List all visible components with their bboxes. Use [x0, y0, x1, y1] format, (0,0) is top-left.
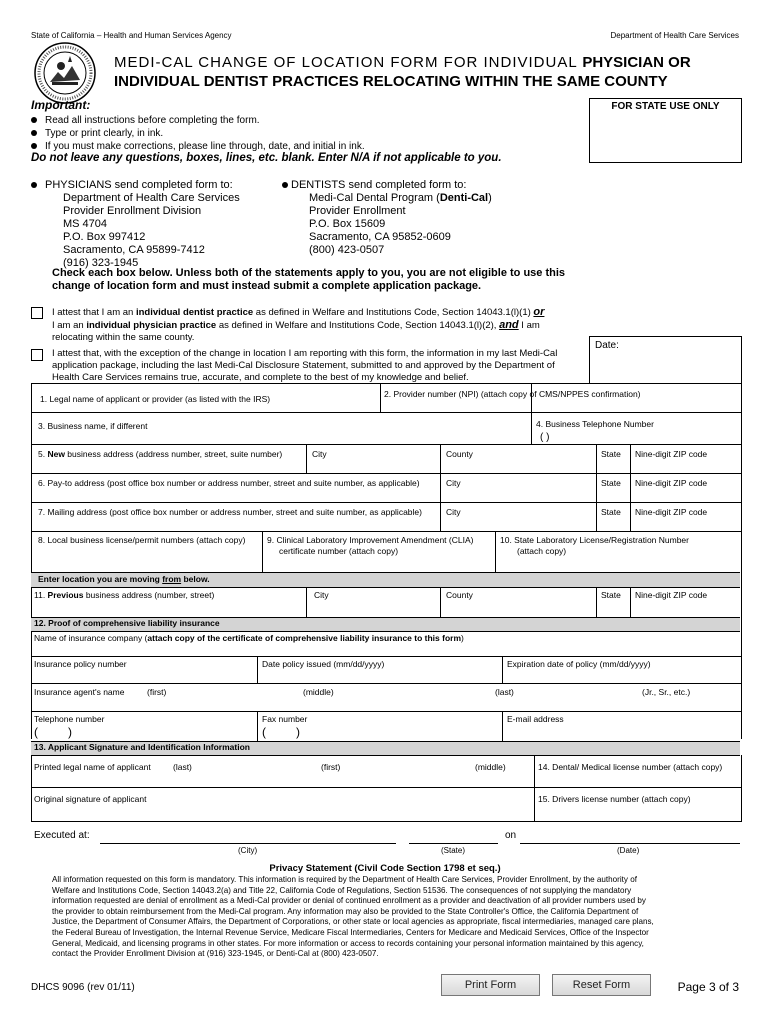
bullet-icon: [31, 182, 37, 188]
field-clia-sub: certificate number (attach copy): [279, 546, 399, 556]
field-zip: Nine-digit ZIP code: [635, 449, 708, 459]
field-last: (last): [173, 762, 192, 772]
executed-at-label: Executed at:: [34, 830, 90, 841]
address-line: Sacramento, CA 95899-7412: [63, 244, 205, 256]
attest-text: application package, including the last Medi-Cal Disclosure Statement, submitted to and approved by the Department of: [52, 360, 555, 371]
field-label: business address (address number, street, suite number): [64, 449, 283, 459]
state-use-box: [589, 98, 742, 163]
attest-information-checkbox[interactable]: [31, 349, 43, 361]
section-text-underlined: from: [162, 574, 182, 584]
field-city: City: [446, 478, 461, 488]
attest-text: I am: [518, 320, 540, 331]
title-light: MEDI-CAL CHANGE OF LOCATION FORM FOR INDIVIDUAL: [114, 54, 578, 71]
field-middle: (middle): [303, 687, 334, 697]
field-business-license: 8. Local business license/permit numbers (attach copy): [38, 535, 246, 545]
address-line: Provider Enrollment Division: [63, 205, 202, 217]
field-state: State: [601, 590, 621, 600]
field-first: (first): [321, 762, 341, 772]
field-previous-address: [34, 590, 214, 601]
date-box[interactable]: [589, 336, 742, 384]
attest-text: I am an: [52, 320, 87, 331]
field-label-bold: Previous: [47, 590, 84, 600]
denti-cal-label: Denti-Cal: [439, 192, 489, 204]
address-line: (916) 323-1945: [63, 257, 139, 269]
address-line: [309, 192, 492, 205]
important-item-text: Read all instructions before completing the form.: [45, 115, 260, 126]
field-city: City: [446, 507, 461, 517]
important-item: [31, 114, 365, 127]
city-caption: (City): [238, 846, 258, 855]
field-zip: Nine-digit ZIP code: [635, 590, 708, 600]
address-line: Provider Enrollment: [309, 205, 406, 217]
field-fax: Fax number: [262, 714, 308, 724]
field-agent-name: Insurance agent's name: [34, 687, 125, 697]
attest-text: as defined in Welfare and Institutions Code, Section 14043.1(l)(1): [253, 307, 534, 318]
attest-information-text: [52, 348, 557, 384]
field-city: City: [314, 590, 329, 600]
address-text: Medi-Cal Dental Program (: [309, 192, 440, 204]
field-label-bold: New: [47, 449, 65, 459]
field-city: City: [312, 449, 327, 459]
paren: ): [296, 725, 300, 739]
important-item-text: If you must make corrections, please line through, date, and initial in ink.: [45, 141, 365, 152]
physicians-heading: [31, 179, 240, 192]
field-telephone: Telephone number: [34, 714, 105, 724]
field-insurance-company: [34, 633, 464, 644]
important-heading: Important:: [31, 98, 91, 112]
field-label: 11.: [34, 590, 48, 600]
field-liability-insurance: 12. Proof of comprehensive liability insurance: [34, 618, 220, 628]
important-item: [31, 127, 365, 140]
attest-text: I attest that, with the exception of the change in location I am reporting with this form, the information in my last Medi-Cal: [52, 348, 558, 359]
bullet-icon: [282, 182, 288, 188]
agency-header: State of California – Health and Human Services Agency: [31, 31, 232, 40]
field-county: County: [446, 449, 473, 459]
field-zip: Nine-digit ZIP code: [635, 478, 708, 488]
paren: (: [262, 725, 266, 739]
important-list: [31, 114, 365, 153]
field-original-signature: Original signature of applicant: [34, 794, 147, 804]
attest-text: as defined in Welfare and Institutions Code, Section 14043.1(l)(2),: [216, 320, 500, 331]
moving-from-label: [38, 574, 210, 585]
privacy-heading: Privacy Statement (Civil Code Section 1798 et seq.): [269, 863, 501, 874]
privacy-line: Justice, the Department of Consumer Affairs, the Department of Corporations, or other state or local agencies as appropriate, fiscal intermediaries, managed care plans,: [52, 917, 654, 927]
attest-text: I attest that I am an: [52, 307, 136, 318]
field-date-issued: Date policy issued (mm/dd/yyyy): [262, 659, 385, 669]
instruction-line: change of location form and must instead submit a complete application package.: [52, 280, 482, 292]
field-zip: Nine-digit ZIP code: [635, 507, 708, 517]
field-label: ): [461, 633, 464, 643]
field-expiration-date: Expiration date of policy (mm/dd/yyyy): [507, 659, 651, 669]
paren: (: [34, 725, 38, 739]
field-state-lab-sub: (attach copy): [517, 546, 567, 556]
address-line: Department of Health Care Services: [63, 192, 240, 204]
title-bold: PHYSICIAN OR: [582, 54, 691, 71]
field-middle: (middle): [475, 762, 506, 772]
fax-area-code[interactable]: [262, 725, 300, 739]
instruction-line: Check each box below. Unless both of the statements apply to you, you are not eligible to use this: [52, 267, 566, 279]
business-phone-area-code[interactable]: ( ): [540, 432, 550, 443]
reset-form-button[interactable]: Reset Form: [552, 974, 651, 996]
field-provider-number: 2. Provider number (NPI) (attach copy of CMS/NPPES confirmation): [384, 389, 641, 399]
privacy-line: General, Medicaid, and licensing programs in other states. For more information or access to records containing your personal information maintained by this agency,: [52, 938, 644, 948]
privacy-line: the provider to obtain reimbursement from the Medi-Cal program. Any information may also be provided to the State Controller's Office, the California Department of: [52, 906, 639, 916]
field-label: Name of insurance company (: [34, 633, 148, 643]
address-line: MS 4704: [63, 218, 108, 230]
field-new-address: [38, 449, 282, 460]
field-printed-name: Printed legal name of applicant: [34, 762, 151, 772]
check-instruction: [52, 267, 565, 293]
field-state-lab-license: 10. State Laboratory License/Registration Number: [500, 535, 689, 545]
field-label-bold: attach copy of the certificate of comprehensive liability insurance to this form: [147, 633, 462, 643]
attest-practice-text: [52, 306, 544, 344]
dentists-heading: [282, 179, 492, 192]
section-text: Enter location you are moving: [38, 574, 163, 584]
field-last: (last): [495, 687, 514, 697]
address-text: ): [488, 192, 492, 204]
page-number: Page 3 of 3: [677, 980, 739, 994]
state-caption: (State): [441, 846, 466, 855]
legal-name-input[interactable]: [31, 383, 380, 412]
field-business-name: 3. Business name, if different: [38, 421, 148, 431]
field-pay-to-address: 6. Pay-to address (post office box number or address number, street and suite number, as applicable): [38, 478, 420, 488]
paren: ): [68, 725, 72, 739]
attest-or: or: [533, 306, 545, 318]
privacy-line: All information requested on this form is mandatory. This information is required by the Department of Health Care Services, Provider Enrollment, by the authority of: [52, 875, 637, 884]
privacy-line: the Federal Bureau of Investigation, the Internal Revenue Service, Medicare Fiscal Intermediaries, Centers for Medicare and Medicaid Services, Office of the Inspector: [52, 927, 649, 937]
important-item-text: Type or print clearly, in ink.: [45, 128, 164, 139]
field-policy-number: Insurance policy number: [34, 659, 127, 669]
privacy-line: Welfare and Institutions Code, Section 14043.2(a) and Title 22, California Code of Regulations, Section 51536. The consequences of not supplying the mandatory: [52, 885, 632, 895]
do-not-leave-blank-warning: Do not leave any questions, boxes, lines, etc. blank. Enter N/A if not applicable to you.: [31, 152, 502, 164]
date-label: Date:: [595, 340, 619, 351]
attest-bold: individual dentist practice: [135, 307, 254, 318]
form-title-line2: INDIVIDUAL DENTIST PRACTICES RELOCATING WITHIN THE SAME COUNTY: [114, 73, 668, 90]
attest-bold: individual physician practice: [86, 320, 217, 331]
state-seal-icon: [34, 42, 96, 104]
physicians-address: [31, 179, 240, 270]
field-legal-name: 1. Legal name of applicant or provider (as listed with the IRS): [40, 394, 271, 404]
attest-and: and: [499, 319, 519, 331]
dentists-address: [282, 179, 492, 257]
field-business-phone: 4. Business Telephone Number: [536, 419, 654, 429]
address-line: Sacramento, CA 95852-0609: [309, 231, 451, 243]
bullet-icon: [31, 117, 37, 123]
privacy-line: contact the Provider Enrollment Division at (916) 323-1945, or Denti-Cal at (800) 423-0507.: [52, 949, 379, 959]
form-title-line1: [114, 54, 691, 71]
field-label: business address (number, street): [83, 590, 215, 600]
field-first: (first): [147, 687, 167, 697]
field-email: E-mail address: [507, 714, 564, 724]
privacy-line: information requested are denial of enrollment as a Medi-Cal provider or denial of continued enrollment as a provider and deactivation of all provider numbers used by: [52, 896, 646, 906]
telephone-area-code[interactable]: [34, 725, 72, 739]
date-caption: (Date): [617, 846, 640, 855]
section-text: below.: [181, 574, 210, 584]
field-mailing-address: 7. Mailing address (post office box number or address number, street and suite number, as applicable): [38, 507, 422, 517]
field-applicant-signature-section: 13. Applicant Signature and Identification Information: [34, 742, 250, 752]
address-line: P.O. Box 15609: [309, 218, 386, 230]
field-drivers-license: 15. Drivers license number (attach copy): [538, 794, 691, 804]
field-clia: 9. Clinical Laboratory Improvement Amendment (CLIA): [267, 535, 474, 545]
bullet-icon: [31, 143, 37, 149]
field-suffix: (Jr., Sr., etc.): [642, 687, 691, 697]
attest-text: relocating within the same county.: [52, 332, 195, 343]
field-license-number: 14. Dental/ Medical license number (attach copy): [538, 762, 723, 772]
field-state: State: [601, 478, 621, 488]
bullet-icon: [31, 130, 37, 136]
field-state: State: [601, 507, 621, 517]
attest-text: Health Care Services remains true, accurate, and complete to the best of my knowledge and belief.: [52, 372, 469, 383]
dentists-heading-text: DENTISTS send completed form to:: [291, 179, 467, 191]
state-use-label: FOR STATE USE ONLY: [611, 101, 720, 112]
privacy-statement: [52, 875, 654, 960]
business-name-input[interactable]: [31, 413, 531, 444]
form-id: DHCS 9096 (rev 01/11): [31, 982, 135, 993]
provider-number-input[interactable]: [381, 383, 740, 412]
field-label: 5.: [38, 449, 48, 459]
department-header: Department of Health Care Services: [610, 31, 739, 40]
print-form-button[interactable]: Print Form: [441, 974, 540, 996]
field-county: County: [446, 590, 473, 600]
physicians-heading-text: PHYSICIANS send completed form to:: [45, 179, 233, 191]
on-label: on: [505, 830, 517, 841]
attest-practice-checkbox[interactable]: [31, 307, 43, 319]
address-line: P.O. Box 997412: [63, 231, 146, 243]
field-state: State: [601, 449, 621, 459]
address-line: (800) 423-0507: [309, 244, 385, 256]
